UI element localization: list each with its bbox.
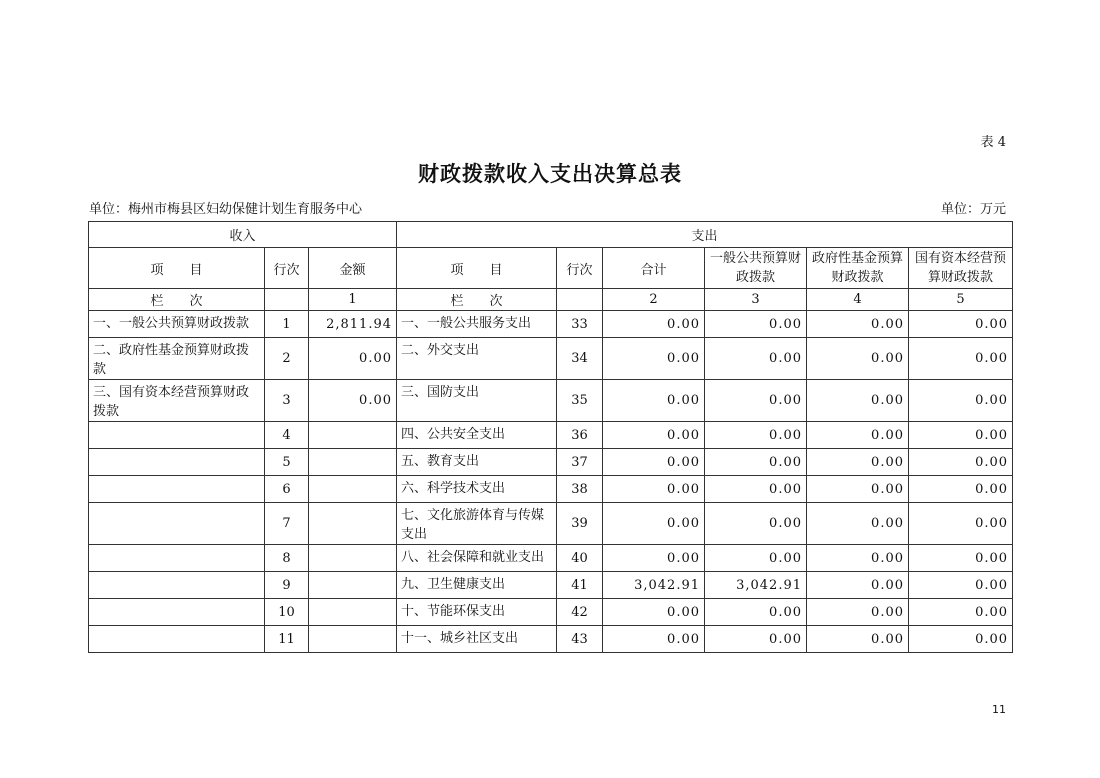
income-amount-cell xyxy=(309,599,397,626)
income-row-no-cell: 7 xyxy=(265,503,309,545)
income-amount-cell xyxy=(309,476,397,503)
table-row xyxy=(89,338,1013,380)
expense-row-no-header: 行次 xyxy=(557,248,603,289)
expense-row-no-cell: 36 xyxy=(557,422,603,449)
header-row-sections xyxy=(89,222,1013,248)
general-budget-cell: 0.00 xyxy=(705,338,807,380)
gov-fund-cell: 0.00 xyxy=(807,503,909,545)
organization-unit: 单位：梅州市梅县区妇幼保健计划生育服务中心 xyxy=(89,202,363,217)
income-item-cell xyxy=(89,599,265,626)
income-item-cell xyxy=(89,626,265,653)
gov-fund-cell: 0.00 xyxy=(807,311,909,338)
income-amount-cell xyxy=(309,626,397,653)
gov-fund-cell: 0.00 xyxy=(807,476,909,503)
table-row xyxy=(89,449,1013,476)
total-cell: 0.00 xyxy=(603,599,705,626)
page-title: 财政拨款收入支出决算总表 xyxy=(418,161,682,186)
income-item-cell: 二、政府性基金预算财政拨款 xyxy=(89,338,265,380)
expense-row-no-cell: 42 xyxy=(557,599,603,626)
income-row-no-cell: 4 xyxy=(265,422,309,449)
income-item-cell xyxy=(89,545,265,572)
gov-fund-cell: 0.00 xyxy=(807,449,909,476)
expense-row-no-cell: 38 xyxy=(557,476,603,503)
gov-fund-cell: 0.00 xyxy=(807,422,909,449)
total-cell: 0.00 xyxy=(603,338,705,380)
table-row xyxy=(89,476,1013,503)
general-budget-cell: 0.00 xyxy=(705,545,807,572)
income-amount-cell xyxy=(309,545,397,572)
expense-row-no-cell: 37 xyxy=(557,449,603,476)
general-budget-cell: 0.00 xyxy=(705,311,807,338)
state-capital-cell: 0.00 xyxy=(909,338,1013,380)
general-budget-cell: 0.00 xyxy=(705,422,807,449)
col-index-amount: 1 xyxy=(309,289,397,311)
table-number: 表 4 xyxy=(980,135,1006,150)
table-row xyxy=(89,422,1013,449)
total-cell: 3,042.91 xyxy=(603,572,705,599)
currency-unit: 单位：万元 xyxy=(940,202,1006,217)
general-budget-cell: 0.00 xyxy=(705,380,807,422)
expense-item-cell: 六、科学技术支出 xyxy=(397,476,557,503)
col-index-label2: 栏 次 xyxy=(397,289,557,311)
col-index-empty2 xyxy=(557,289,603,311)
state-capital-cell: 0.00 xyxy=(909,476,1013,503)
income-item-cell xyxy=(89,476,265,503)
state-capital-cell: 0.00 xyxy=(909,380,1013,422)
income-amount-header: 金额 xyxy=(309,248,397,289)
table-row xyxy=(89,311,1013,338)
income-amount-cell xyxy=(309,449,397,476)
total-cell: 0.00 xyxy=(603,311,705,338)
gov-fund-cell: 0.00 xyxy=(807,338,909,380)
gov-fund-cell: 0.00 xyxy=(807,545,909,572)
expense-row-no-cell: 34 xyxy=(557,338,603,380)
state-capital-cell: 0.00 xyxy=(909,599,1013,626)
general-budget-cell: 3,042.91 xyxy=(705,572,807,599)
expense-row-no-cell: 41 xyxy=(557,572,603,599)
expense-row-no-cell: 39 xyxy=(557,503,603,545)
income-header: 收入 xyxy=(89,222,397,248)
income-amount-cell: 0.00 xyxy=(309,380,397,422)
income-amount-cell xyxy=(309,422,397,449)
income-amount-cell: 0.00 xyxy=(309,338,397,380)
total-cell: 0.00 xyxy=(603,422,705,449)
expense-item-cell: 九、卫生健康支出 xyxy=(397,572,557,599)
table-row xyxy=(89,626,1013,653)
gov-fund-cell: 0.00 xyxy=(807,572,909,599)
income-item-cell: 一、一般公共预算财政拨款 xyxy=(89,311,265,338)
total-cell: 0.00 xyxy=(603,476,705,503)
income-amount-cell xyxy=(309,503,397,545)
income-row-no-cell: 2 xyxy=(265,338,309,380)
expense-item-cell: 三、国防支出 xyxy=(397,380,557,422)
income-item-cell xyxy=(89,572,265,599)
income-row-no-header: 行次 xyxy=(265,248,309,289)
state-capital-header: 国有资本经营预算财政拨款 xyxy=(909,248,1013,289)
income-item-cell xyxy=(89,449,265,476)
state-capital-cell: 0.00 xyxy=(909,311,1013,338)
income-item-cell xyxy=(89,422,265,449)
gov-fund-cell: 0.00 xyxy=(807,599,909,626)
total-cell: 0.00 xyxy=(603,503,705,545)
table-row xyxy=(89,572,1013,599)
expense-item-cell: 十一、城乡社区支出 xyxy=(397,626,557,653)
col-index-total: 2 xyxy=(603,289,705,311)
state-capital-cell: 0.00 xyxy=(909,545,1013,572)
expense-item-cell: 二、外交支出 xyxy=(397,338,557,380)
expense-item-cell: 八、社会保障和就业支出 xyxy=(397,545,557,572)
income-row-no-cell: 1 xyxy=(265,311,309,338)
budget-summary-table xyxy=(88,221,1013,653)
expense-item-cell: 十、节能环保支出 xyxy=(397,599,557,626)
col-index-fund: 4 xyxy=(807,289,909,311)
table-row xyxy=(89,599,1013,626)
expense-item-cell: 五、教育支出 xyxy=(397,449,557,476)
col-index-capital: 5 xyxy=(909,289,1013,311)
total-cell: 0.00 xyxy=(603,449,705,476)
col-index-label: 栏 次 xyxy=(89,289,265,311)
income-item-cell xyxy=(89,503,265,545)
income-amount-cell xyxy=(309,572,397,599)
income-row-no-cell: 11 xyxy=(265,626,309,653)
expense-item-cell: 四、公共安全支出 xyxy=(397,422,557,449)
gov-fund-header: 政府性基金预算财政拨款 xyxy=(807,248,909,289)
header-row-columns xyxy=(89,248,1013,289)
income-amount-cell: 2,811.94 xyxy=(309,311,397,338)
income-row-no-cell: 3 xyxy=(265,380,309,422)
state-capital-cell: 0.00 xyxy=(909,572,1013,599)
state-capital-cell: 0.00 xyxy=(909,626,1013,653)
column-index-row xyxy=(89,289,1013,311)
expense-header: 支出 xyxy=(397,222,1013,248)
gov-fund-cell: 0.00 xyxy=(807,380,909,422)
expense-row-no-cell: 35 xyxy=(557,380,603,422)
state-capital-cell: 0.00 xyxy=(909,422,1013,449)
table-row xyxy=(89,503,1013,545)
income-item-cell: 三、国有资本经营预算财政拨款 xyxy=(89,380,265,422)
table-row xyxy=(89,545,1013,572)
expense-row-no-cell: 40 xyxy=(557,545,603,572)
general-budget-cell: 0.00 xyxy=(705,626,807,653)
table-row xyxy=(89,380,1013,422)
income-row-no-cell: 8 xyxy=(265,545,309,572)
income-row-no-cell: 5 xyxy=(265,449,309,476)
income-item-header: 项 目 xyxy=(89,248,265,289)
expense-item-cell: 七、文化旅游体育与传媒支出 xyxy=(397,503,557,545)
state-capital-cell: 0.00 xyxy=(909,449,1013,476)
total-header: 合计 xyxy=(603,248,705,289)
state-capital-cell: 0.00 xyxy=(909,503,1013,545)
gov-fund-cell: 0.00 xyxy=(807,626,909,653)
income-row-no-cell: 10 xyxy=(265,599,309,626)
general-budget-cell: 0.00 xyxy=(705,599,807,626)
general-budget-cell: 0.00 xyxy=(705,449,807,476)
col-index-general: 3 xyxy=(705,289,807,311)
expense-item-header: 项 目 xyxy=(397,248,557,289)
income-row-no-cell: 6 xyxy=(265,476,309,503)
income-row-no-cell: 9 xyxy=(265,572,309,599)
general-budget-cell: 0.00 xyxy=(705,476,807,503)
general-budget-header: 一般公共预算财政拨款 xyxy=(705,248,807,289)
page-number: 11 xyxy=(992,703,1006,716)
expense-row-no-cell: 33 xyxy=(557,311,603,338)
total-cell: 0.00 xyxy=(603,380,705,422)
expense-row-no-cell: 43 xyxy=(557,626,603,653)
total-cell: 0.00 xyxy=(603,545,705,572)
general-budget-cell: 0.00 xyxy=(705,503,807,545)
col-index-empty xyxy=(265,289,309,311)
total-cell: 0.00 xyxy=(603,626,705,653)
expense-item-cell: 一、一般公共服务支出 xyxy=(397,311,557,338)
